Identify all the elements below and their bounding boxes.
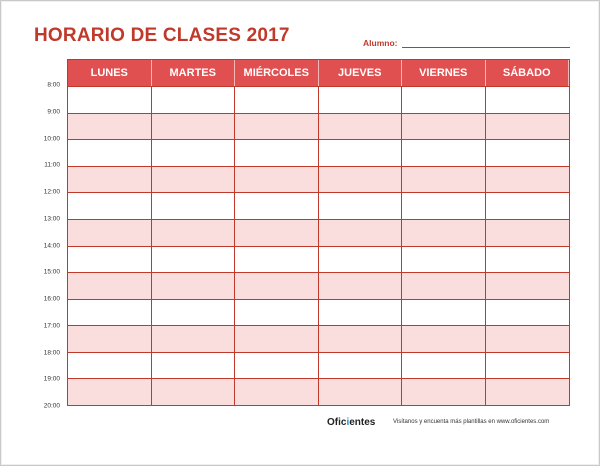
schedule-cell[interactable] <box>319 299 403 326</box>
hour-label: 11:00 <box>44 161 60 169</box>
schedule-cell[interactable] <box>235 139 319 166</box>
schedule-cell[interactable] <box>68 272 152 299</box>
brand-logo-part2: entes <box>349 417 376 428</box>
schedule-cell[interactable] <box>402 325 486 352</box>
schedule-cell[interactable] <box>486 113 570 140</box>
hour-label: 10:00 <box>43 135 60 142</box>
day-header: JUEVES <box>319 60 403 86</box>
schedule-cell[interactable] <box>486 272 570 299</box>
schedule-cell[interactable] <box>402 113 486 140</box>
hour-column <box>0 72 62 412</box>
schedule-cell[interactable] <box>152 352 236 379</box>
schedule-cell[interactable] <box>319 139 403 166</box>
schedule-cell[interactable] <box>235 378 319 405</box>
hour-label: 9:00 <box>47 108 60 116</box>
brand-logo-mark: i <box>346 417 350 428</box>
schedule-cell[interactable] <box>402 272 486 299</box>
hour-label: 19:00 <box>43 375 60 383</box>
schedule-cell[interactable] <box>152 139 236 166</box>
schedule-cell[interactable] <box>235 352 319 379</box>
hour-label: 17:00 <box>43 322 60 330</box>
schedule-cell[interactable] <box>319 325 403 352</box>
schedule-cell[interactable] <box>319 378 403 405</box>
schedule-cell[interactable] <box>68 219 152 246</box>
schedule-cell[interactable] <box>486 352 570 379</box>
schedule-cell[interactable] <box>235 325 319 352</box>
schedule-cell[interactable] <box>319 246 403 273</box>
hour-label: 20:00 <box>43 402 60 410</box>
schedule-cell[interactable] <box>402 166 486 193</box>
schedule-cell[interactable] <box>152 325 236 352</box>
day-header: MIÉRCOLES <box>235 60 319 86</box>
schedule-cell[interactable] <box>319 272 403 299</box>
schedule-cell[interactable] <box>319 192 403 219</box>
schedule-cell[interactable] <box>319 113 403 140</box>
schedule-cell[interactable] <box>152 86 236 113</box>
schedule-cell[interactable] <box>152 113 236 140</box>
schedule-cell[interactable] <box>152 299 236 326</box>
schedule-cell[interactable] <box>486 166 570 193</box>
schedule-cell[interactable] <box>486 219 570 246</box>
schedule-cell[interactable] <box>152 246 236 273</box>
schedule-cell[interactable] <box>68 86 152 113</box>
hour-label: 13:00 <box>43 215 60 223</box>
schedule-cell[interactable] <box>486 192 570 219</box>
hour-label: 16:00 <box>43 295 60 303</box>
schedule-cell[interactable] <box>235 299 319 326</box>
schedule-cell[interactable] <box>68 246 152 273</box>
schedule-cell[interactable] <box>486 246 570 273</box>
schedule-cell[interactable] <box>486 139 570 166</box>
hour-label: 12:00 <box>43 188 60 196</box>
schedule-cell[interactable] <box>68 166 152 193</box>
schedule-cell[interactable] <box>152 219 236 246</box>
schedule-cell[interactable] <box>235 192 319 219</box>
schedule-cell[interactable] <box>402 139 486 166</box>
schedule-cell[interactable] <box>486 86 570 113</box>
schedule-cell[interactable] <box>402 192 486 219</box>
schedule-cell[interactable] <box>235 113 319 140</box>
footer-text: Visítanos y encuenta más plantillas en www.oficientes.com <box>393 419 550 425</box>
schedule-cell[interactable] <box>68 192 152 219</box>
day-header: SÁBADO <box>486 60 570 86</box>
schedule-cell[interactable] <box>402 378 486 405</box>
schedule-cell[interactable] <box>235 86 319 113</box>
schedule-cell[interactable] <box>68 378 152 405</box>
schedule-cell[interactable] <box>402 86 486 113</box>
schedule-cell[interactable] <box>486 378 570 405</box>
schedule-cell[interactable] <box>68 352 152 379</box>
student-name-field[interactable] <box>402 47 570 48</box>
schedule-cell[interactable] <box>235 272 319 299</box>
day-header: LUNES <box>68 60 152 86</box>
schedule-cell[interactable] <box>402 352 486 379</box>
schedule-cell[interactable] <box>486 299 570 326</box>
day-header: MARTES <box>152 60 236 86</box>
schedule-cell[interactable] <box>402 299 486 326</box>
schedule-cell[interactable] <box>152 166 236 193</box>
schedule-cell[interactable] <box>152 272 236 299</box>
schedule-cell[interactable] <box>235 246 319 273</box>
brand-logo-part1: Ofic <box>327 417 347 428</box>
page-title: HORARIO DE CLASES 2017 <box>34 25 290 46</box>
hour-label: 15:00 <box>43 268 60 276</box>
schedule-cell[interactable] <box>68 139 152 166</box>
schedule-cell[interactable] <box>402 246 486 273</box>
hour-label: 18:00 <box>43 349 60 356</box>
schedule-cell[interactable] <box>486 325 570 352</box>
day-header: VIERNES <box>402 60 486 86</box>
schedule-cell[interactable] <box>152 192 236 219</box>
student-label: Alumno: <box>363 38 398 48</box>
schedule-cell[interactable] <box>235 166 319 193</box>
schedule-cell[interactable] <box>235 219 319 246</box>
schedule-grid <box>67 59 570 406</box>
schedule-cell[interactable] <box>319 219 403 246</box>
schedule-cell[interactable] <box>319 86 403 113</box>
schedule-cell[interactable] <box>319 352 403 379</box>
brand-logo <box>327 417 375 428</box>
schedule-cell[interactable] <box>402 219 486 246</box>
schedule-cell[interactable] <box>68 113 152 140</box>
schedule-cell[interactable] <box>68 299 152 326</box>
hour-label: 8:00 <box>47 81 60 89</box>
schedule-cell[interactable] <box>152 378 236 405</box>
schedule-cell[interactable] <box>68 325 152 352</box>
schedule-cell[interactable] <box>319 166 403 193</box>
hour-label: 14:00 <box>43 242 60 249</box>
